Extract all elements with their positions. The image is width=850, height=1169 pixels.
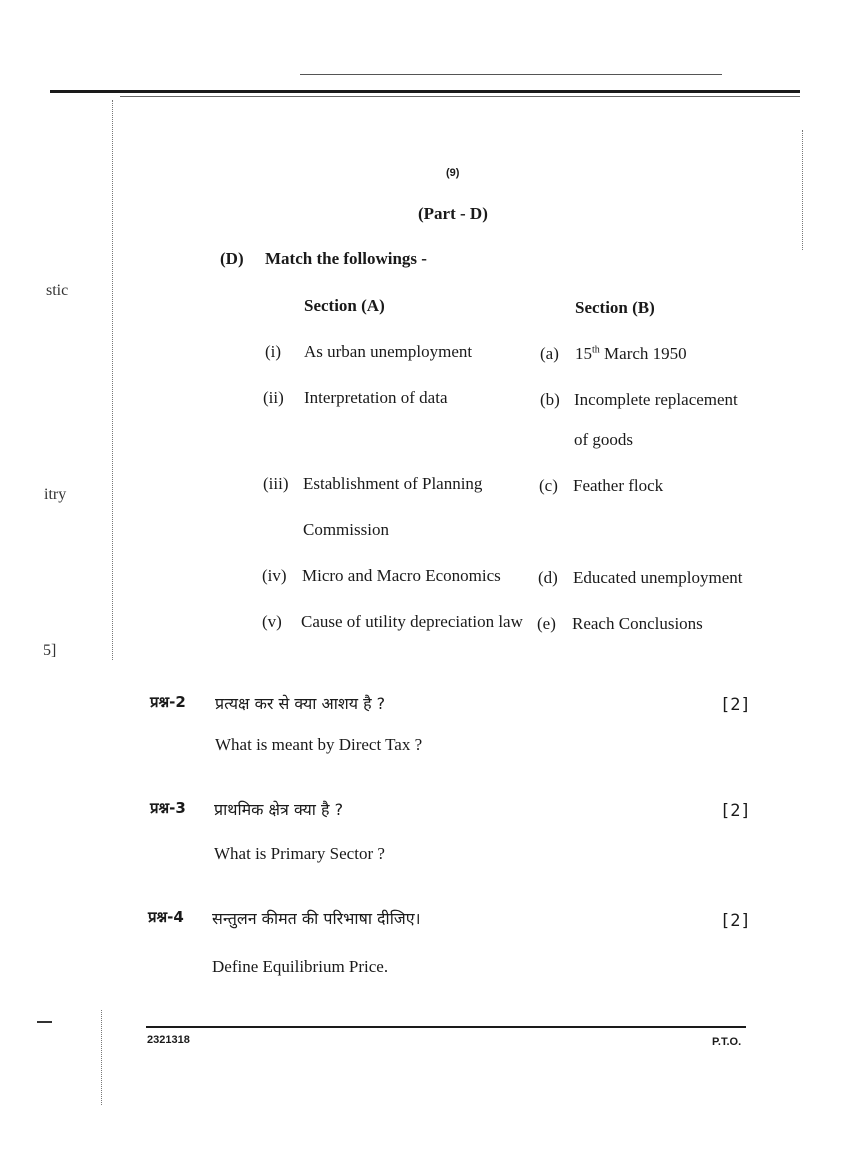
match-b-text-cont: of goods [574,430,634,449]
part-title: (Part - D) [418,204,488,223]
match-b-text: Feather flock [573,476,664,495]
page-number: (9) [446,167,460,179]
question-number: प्रश्न-2 [150,693,186,711]
match-a-num: (iii) [263,474,289,493]
left-margin-line-lower [101,1010,103,1105]
date-day: 15 [575,344,592,363]
left-margin-line [112,100,114,660]
match-label: (D) [220,249,244,268]
match-a-text: Cause of utility depreciation law [301,612,523,631]
section-b-title: Section (B) [575,298,655,317]
paper-code: 2321318 [147,1034,190,1046]
match-b-text: Reach Conclusions [572,614,703,633]
bleed-dash [37,1021,52,1023]
section-a-title: Section (A) [304,296,385,315]
match-b-text: Educated unemployment [573,568,743,587]
match-b-text: Incomplete replacement [574,390,738,409]
match-b-num: (a) [540,344,559,363]
right-margin-line [802,130,804,250]
match-b-num: (d) [538,568,558,587]
match-a-text: Establishment of Planning [303,474,483,493]
match-a-text: Micro and Macro Economics [302,566,501,585]
match-b-num: (c) [539,476,558,495]
top-rule-thick [50,90,800,93]
match-a-num: (i) [265,342,282,361]
question-hindi: सन्तुलन कीमत की परिभाषा दीजिए। [212,909,421,928]
question-english: What is meant by Direct Tax ? [215,735,423,754]
bleed-text-stic: stic [46,282,69,299]
question-number: प्रश्न-3 [150,799,186,817]
match-b-text [575,344,687,364]
question-marks: [2] [720,801,751,821]
bleed-text-five: 5] [43,642,57,659]
top-rule-thin-2 [120,96,800,97]
question-marks: [2] [720,911,751,931]
match-instruction: Match the followings - [265,249,427,268]
match-a-text-cont: Commission [303,520,389,539]
question-marks: [2] [720,695,751,715]
pto-label: P.T.O. [712,1036,742,1048]
date-rest: March 1950 [599,344,687,363]
match-a-num: (ii) [263,388,284,407]
match-a-text: As urban unemployment [304,342,473,361]
match-a-num: (v) [262,612,282,631]
question-hindi: प्राथमिक क्षेत्र क्या है ? [214,800,344,819]
question-english: What is Primary Sector ? [214,844,385,863]
question-hindi: प्रत्यक्ष कर से क्या आशय है ? [215,694,386,713]
bleed-text-try: itry [44,486,67,503]
top-rule-thin [300,74,722,75]
footer-rule [146,1026,746,1028]
match-b-num: (e) [537,614,556,633]
match-a-num: (iv) [262,566,287,585]
question-english: Define Equilibrium Price. [212,957,389,976]
question-number: प्रश्न-4 [148,908,184,926]
match-b-num: (b) [540,390,560,409]
match-a-text: Interpretation of data [304,388,448,407]
date-suffix: th [592,344,600,356]
